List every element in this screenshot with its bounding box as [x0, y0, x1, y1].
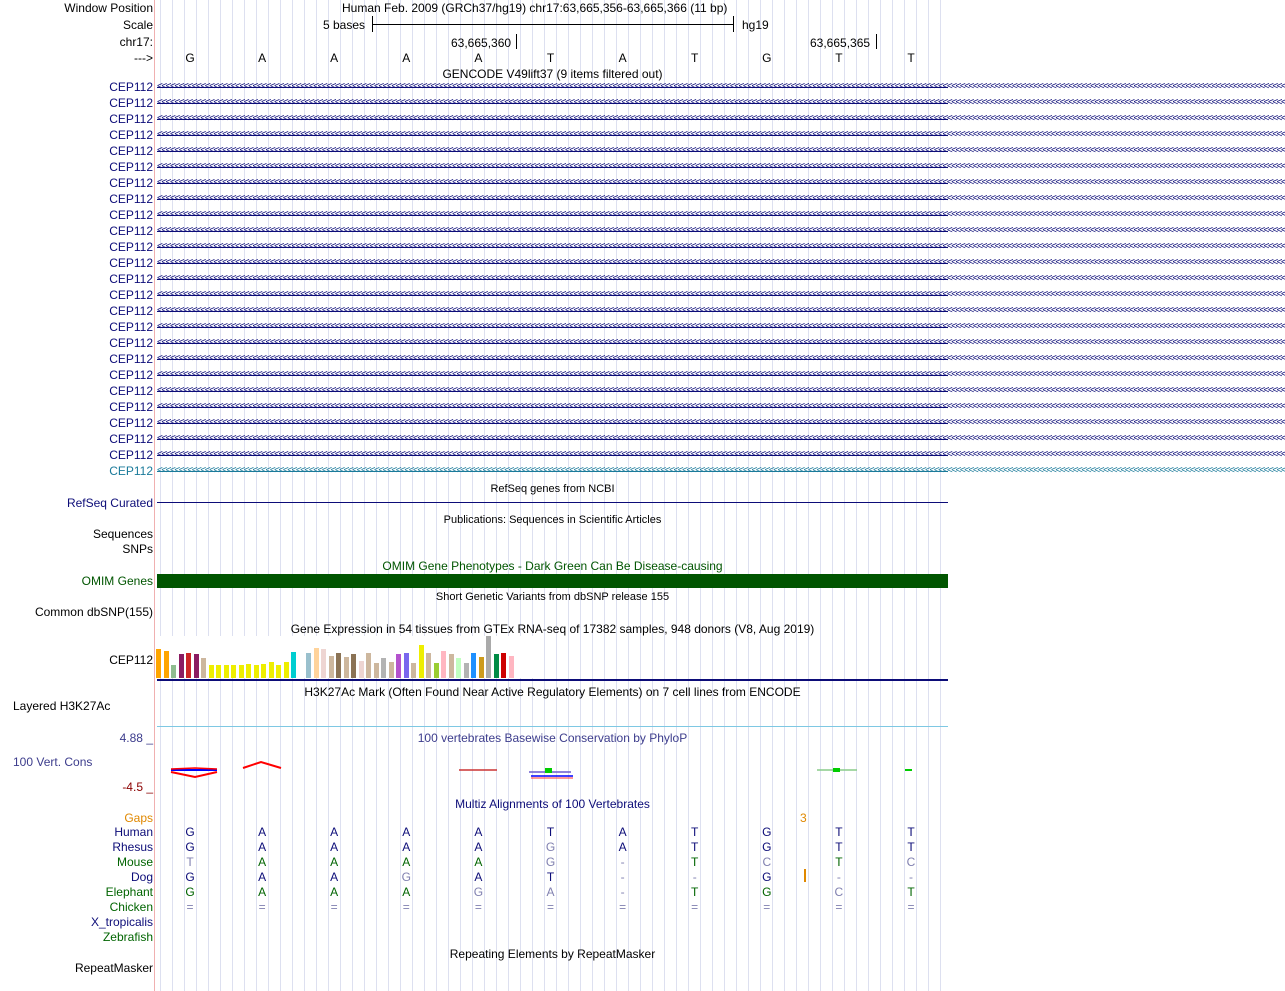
gtex-tissue-bar[interactable]: [344, 657, 349, 678]
alignment-base: A: [258, 855, 267, 869]
label-omim[interactable]: OMIM Genes: [81, 574, 153, 588]
gtex-tissue-bar[interactable]: [426, 653, 431, 678]
alignment-base: -: [620, 870, 625, 884]
gencode-transcript-label[interactable]: CEP112: [109, 400, 153, 414]
strand-arrows: <<<<<<<<<<<<<<<<<<<<<<<<<<<<<<<<<<<<<<<<<<<<<<<<<<<<<<<<<<<<<<<<<<<<<<<<<<<<<<<<<<<<<<<<<<<<<<<<<<<<<<<<<<<<<<<<<<<<<<<<<<<<<<<<<<<<<<<<<<<<<<<<<<<<<<<<<<<<<<<<<<<<<<<<<<<<<<<<<<<<<<<<<<<<<<<<<<<<<<<<<<<<<<<<<<<<<<<<<<<<<<<<<<<<<<<<<<<<<<<<<<<<<<<<<<<<<<<<<<<<: [157, 289, 1285, 300]
alignment-base: A: [546, 885, 555, 899]
gencode-transcript-label[interactable]: CEP112: [109, 368, 153, 382]
phylop-mark-4: [243, 762, 281, 768]
phylop-mark-7: [545, 768, 552, 773]
phylop-mark-2: [171, 772, 217, 777]
position-text: Human Feb. 2009 (GRCh37/hg19) chr17:63,665,356-63,665,366 (11 bp): [342, 1, 728, 15]
species-label[interactable]: Mouse: [116, 855, 153, 869]
gencode-transcript-line[interactable]: [157, 416, 1285, 430]
alignment-base: A: [330, 825, 339, 839]
strand-arrows: <<<<<<<<<<<<<<<<<<<<<<<<<<<<<<<<<<<<<<<<<<<<<<<<<<<<<<<<<<<<<<<<<<<<<<<<<<<<<<<<<<<<<<<<<<<<<<<<<<<<<<<<<<<<<<<<<<<<<<<<<<<<<<<<<<<<<<<<<<<<<<<<<<<<<<<<<<<<<<<<<<<<<<<<<<<<<<<<<<<<<<<<<<<<<<<<<<<<<<<<<<<<<<<<<<<<<<<<<<<<<<<<<<<<<<<<<<<<<<<<<<<<<<<<<<<<<<<<<<<<: [157, 81, 1285, 92]
gtex-tissue-bar[interactable]: [291, 652, 296, 678]
gtex-bar-chart[interactable]: [155, 636, 535, 678]
alignment-base: A: [258, 870, 267, 884]
gencode-transcript-label[interactable]: CEP112: [109, 240, 153, 254]
strand-arrows: <<<<<<<<<<<<<<<<<<<<<<<<<<<<<<<<<<<<<<<<<<<<<<<<<<<<<<<<<<<<<<<<<<<<<<<<<<<<<<<<<<<<<<<<<<<<<<<<<<<<<<<<<<<<<<<<<<<<<<<<<<<<<<<<<<<<<<<<<<<<<<<<<<<<<<<<<<<<<<<<<<<<<<<<<<<<<<<<<<<<<<<<<<<<<<<<<<<<<<<<<<<<<<<<<<<<<<<<<<<<<<<<<<<<<<<<<<<<<<<<<<<<<<<<<<<<<<<<<<<<: [157, 433, 1285, 444]
label-h3k27ac: Layered H3K27Ac: [13, 699, 111, 713]
strand-arrows: <<<<<<<<<<<<<<<<<<<<<<<<<<<<<<<<<<<<<<<<<<<<<<<<<<<<<<<<<<<<<<<<<<<<<<<<<<<<<<<<<<<<<<<<<<<<<<<<<<<<<<<<<<<<<<<<<<<<<<<<<<<<<<<<<<<<<<<<<<<<<<<<<<<<<<<<<<<<<<<<<<<<<<<<<<<<<<<<<<<<<<<<<<<<<<<<<<<<<<<<<<<<<<<<<<<<<<<<<<<<<<<<<<<<<<<<<<<<<<<<<<<<<<<<<<<<<<<<<<<<: [157, 369, 1285, 380]
gtex-tissue-bar[interactable]: [359, 661, 364, 678]
base-letter: A: [402, 51, 411, 65]
alignment-base: T: [835, 840, 843, 854]
alignment-base: G: [401, 870, 411, 884]
gencode-transcript-line[interactable]: [157, 288, 1285, 302]
gencode-transcript-line[interactable]: [157, 464, 1285, 478]
gencode-transcript-line[interactable]: [157, 400, 1285, 414]
gtex-tissue-bar[interactable]: [314, 648, 319, 678]
alignment-base: =: [907, 900, 915, 914]
alignment-base: G: [762, 825, 772, 839]
coord-tick-1: [516, 34, 517, 49]
gencode-transcript-label[interactable]: CEP112: [109, 256, 153, 270]
strand-arrows: <<<<<<<<<<<<<<<<<<<<<<<<<<<<<<<<<<<<<<<<<<<<<<<<<<<<<<<<<<<<<<<<<<<<<<<<<<<<<<<<<<<<<<<<<<<<<<<<<<<<<<<<<<<<<<<<<<<<<<<<<<<<<<<<<<<<<<<<<<<<<<<<<<<<<<<<<<<<<<<<<<<<<<<<<<<<<<<<<<<<<<<<<<<<<<<<<<<<<<<<<<<<<<<<<<<<<<<<<<<<<<<<<<<<<<<<<<<<<<<<<<<<<<<<<<<<<<<<<<<<: [157, 225, 1285, 236]
alignment-base: -: [909, 870, 913, 884]
alignment-base: A: [402, 855, 411, 869]
phylop-graph: [157, 755, 948, 785]
gencode-transcript-label[interactable]: CEP112: [109, 272, 153, 286]
gtex-tissue-bar[interactable]: [224, 665, 229, 678]
gtex-tissue-bar[interactable]: [374, 663, 379, 678]
refseq-track-title[interactable]: RefSeq genes from NCBI: [490, 483, 615, 495]
gencode-transcript-line[interactable]: [157, 128, 1285, 142]
base-letter: T: [907, 51, 915, 65]
phylop-track-title[interactable]: 100 vertebrates Basewise Conservation by PhyloP: [417, 731, 688, 745]
base-letter: A: [258, 51, 267, 65]
base-letter: T: [691, 51, 699, 65]
gencode-transcript-label[interactable]: CEP112: [109, 96, 153, 110]
strand-arrows: <<<<<<<<<<<<<<<<<<<<<<<<<<<<<<<<<<<<<<<<<<<<<<<<<<<<<<<<<<<<<<<<<<<<<<<<<<<<<<<<<<<<<<<<<<<<<<<<<<<<<<<<<<<<<<<<<<<<<<<<<<<<<<<<<<<<<<<<<<<<<<<<<<<<<<<<<<<<<<<<<<<<<<<<<<<<<<<<<<<<<<<<<<<<<<<<<<<<<<<<<<<<<<<<<<<<<<<<<<<<<<<<<<<<<<<<<<<<<<<<<<<<<<<<<<<<<<<<<<<<: [157, 337, 1285, 348]
gencode-transcript-label[interactable]: CEP112: [109, 448, 153, 462]
strand-arrows: <<<<<<<<<<<<<<<<<<<<<<<<<<<<<<<<<<<<<<<<<<<<<<<<<<<<<<<<<<<<<<<<<<<<<<<<<<<<<<<<<<<<<<<<<<<<<<<<<<<<<<<<<<<<<<<<<<<<<<<<<<<<<<<<<<<<<<<<<<<<<<<<<<<<<<<<<<<<<<<<<<<<<<<<<<<<<<<<<<<<<<<<<<<<<<<<<<<<<<<<<<<<<<<<<<<<<<<<<<<<<<<<<<<<<<<<<<<<<<<<<<<<<<<<<<<<<<<<<<<<: [157, 449, 1285, 460]
gtex-tissue-bar[interactable]: [231, 665, 236, 678]
gtex-track-title[interactable]: Gene Expression in 54 tissues from GTEx RNA-seq of 17382 samples, 948 donors (V8, Aug 2019): [290, 622, 815, 636]
alignment-base: A: [330, 855, 339, 869]
species-label[interactable]: X_tropicalis: [90, 915, 153, 929]
refseq-gene-line[interactable]: [157, 502, 948, 503]
gtex-tissue-bar[interactable]: [366, 653, 371, 678]
gencode-transcript-label[interactable]: CEP112: [109, 320, 153, 334]
alignment-base: =: [474, 900, 482, 914]
alignment-base: C: [834, 885, 844, 899]
gtex-tissue-bar[interactable]: [486, 636, 491, 678]
gtex-tissue-bar[interactable]: [201, 658, 206, 678]
alignment-base: A: [258, 840, 267, 854]
alignment-base: G: [762, 870, 772, 884]
base-letter: A: [618, 51, 627, 65]
alignment-base: G: [762, 840, 772, 854]
species-label[interactable]: Human: [114, 825, 153, 839]
gencode-transcript-line[interactable]: [157, 224, 1285, 238]
alignment-base: T: [546, 825, 555, 839]
gtex-tissue-bar[interactable]: [261, 664, 266, 678]
strand-arrows: <<<<<<<<<<<<<<<<<<<<<<<<<<<<<<<<<<<<<<<<<<<<<<<<<<<<<<<<<<<<<<<<<<<<<<<<<<<<<<<<<<<<<<<<<<<<<<<<<<<<<<<<<<<<<<<<<<<<<<<<<<<<<<<<<<<<<<<<<<<<<<<<<<<<<<<<<<<<<<<<<<<<<<<<<<<<<<<<<<<<<<<<<<<<<<<<<<<<<<<<<<<<<<<<<<<<<<<<<<<<<<<<<<<<<<<<<<<<<<<<<<<<<<<<<<<<<<<<<<<<: [157, 97, 1285, 108]
gtex-tissue-bar[interactable]: [464, 663, 469, 678]
base-letter: T: [546, 51, 555, 65]
gencode-transcript-line[interactable]: [157, 320, 1285, 334]
alignment-base: T: [907, 825, 915, 839]
gencode-transcript-label[interactable]: CEP112: [109, 80, 153, 94]
alignment-base: -: [620, 855, 625, 869]
gencode-transcript-line[interactable]: [157, 144, 1285, 158]
gtex-tissue-bar[interactable]: [434, 663, 439, 678]
alignment-base: T: [186, 855, 194, 869]
phylop-marks: [171, 762, 912, 778]
species-label[interactable]: Rhesus: [112, 840, 153, 854]
strand-arrows: <<<<<<<<<<<<<<<<<<<<<<<<<<<<<<<<<<<<<<<<<<<<<<<<<<<<<<<<<<<<<<<<<<<<<<<<<<<<<<<<<<<<<<<<<<<<<<<<<<<<<<<<<<<<<<<<<<<<<<<<<<<<<<<<<<<<<<<<<<<<<<<<<<<<<<<<<<<<<<<<<<<<<<<<<<<<<<<<<<<<<<<<<<<<<<<<<<<<<<<<<<<<<<<<<<<<<<<<<<<<<<<<<<<<<<<<<<<<<<<<<<<<<<<<<<<<<<<<<<<<: [157, 353, 1285, 364]
gencode-transcript-line[interactable]: [157, 112, 1285, 126]
gencode-transcript-line[interactable]: [157, 256, 1285, 270]
strand-arrows: <<<<<<<<<<<<<<<<<<<<<<<<<<<<<<<<<<<<<<<<<<<<<<<<<<<<<<<<<<<<<<<<<<<<<<<<<<<<<<<<<<<<<<<<<<<<<<<<<<<<<<<<<<<<<<<<<<<<<<<<<<<<<<<<<<<<<<<<<<<<<<<<<<<<<<<<<<<<<<<<<<<<<<<<<<<<<<<<<<<<<<<<<<<<<<<<<<<<<<<<<<<<<<<<<<<<<<<<<<<<<<<<<<<<<<<<<<<<<<<<<<<<<<<<<<<<<<<<<<<<: [157, 305, 1285, 316]
gencode-transcript-line[interactable]: [157, 80, 1285, 94]
gtex-tissue-bar[interactable]: [276, 665, 281, 678]
alignment-base: A: [402, 885, 411, 899]
scale-bar: [372, 24, 733, 25]
alignment-base: T: [546, 870, 555, 884]
gtex-tissue-bar[interactable]: [186, 653, 191, 678]
label-divider: [154, 0, 155, 991]
dbsnp-track-title[interactable]: Short Genetic Variants from dbSNP release 155: [435, 591, 670, 603]
gencode-transcript-label[interactable]: CEP112: [109, 144, 153, 158]
strand-arrows: <<<<<<<<<<<<<<<<<<<<<<<<<<<<<<<<<<<<<<<<<<<<<<<<<<<<<<<<<<<<<<<<<<<<<<<<<<<<<<<<<<<<<<<<<<<<<<<<<<<<<<<<<<<<<<<<<<<<<<<<<<<<<<<<<<<<<<<<<<<<<<<<<<<<<<<<<<<<<<<<<<<<<<<<<<<<<<<<<<<<<<<<<<<<<<<<<<<<<<<<<<<<<<<<<<<<<<<<<<<<<<<<<<<<<<<<<<<<<<<<<<<<<<<<<<<<<<<<<<<<: [157, 161, 1285, 172]
gtex-baseline: [157, 679, 948, 681]
alignment-base: C: [762, 855, 772, 869]
gencode-transcript-label[interactable]: CEP112: [109, 432, 153, 446]
gtex-tissue-bar[interactable]: [494, 654, 499, 678]
gtex-tissue-bar[interactable]: [336, 653, 341, 678]
strand-arrows: <<<<<<<<<<<<<<<<<<<<<<<<<<<<<<<<<<<<<<<<<<<<<<<<<<<<<<<<<<<<<<<<<<<<<<<<<<<<<<<<<<<<<<<<<<<<<<<<<<<<<<<<<<<<<<<<<<<<<<<<<<<<<<<<<<<<<<<<<<<<<<<<<<<<<<<<<<<<<<<<<<<<<<<<<<<<<<<<<<<<<<<<<<<<<<<<<<<<<<<<<<<<<<<<<<<<<<<<<<<<<<<<<<<<<<<<<<<<<<<<<<<<<<<<<<<<<<<<<<<<: [157, 129, 1285, 140]
gtex-tissue-bar[interactable]: [269, 662, 274, 678]
alignment-base: T: [907, 885, 915, 899]
gencode-transcript-line[interactable]: [157, 384, 1285, 398]
gtex-tissue-bar[interactable]: [501, 653, 506, 678]
label-phylop-track: 100 Vert. Cons: [13, 755, 93, 769]
scale-bar-right-tick: [733, 16, 734, 32]
label-gaps: Gaps: [124, 811, 153, 825]
alignment-base: A: [474, 825, 483, 839]
gencode-transcript-label[interactable]: CEP112: [109, 192, 153, 206]
gtex-tissue-bar[interactable]: [171, 665, 176, 678]
species-label[interactable]: Dog: [130, 870, 153, 884]
gtex-tissue-bar[interactable]: [441, 651, 446, 678]
gtex-tissue-bar[interactable]: [209, 665, 214, 678]
gtex-tissue-bar[interactable]: [194, 654, 199, 678]
gtex-tissue-bar[interactable]: [156, 649, 161, 678]
gtex-tissue-bar[interactable]: [329, 656, 334, 678]
gtex-tissue-bar[interactable]: [284, 662, 289, 678]
strand-arrows: <<<<<<<<<<<<<<<<<<<<<<<<<<<<<<<<<<<<<<<<<<<<<<<<<<<<<<<<<<<<<<<<<<<<<<<<<<<<<<<<<<<<<<<<<<<<<<<<<<<<<<<<<<<<<<<<<<<<<<<<<<<<<<<<<<<<<<<<<<<<<<<<<<<<<<<<<<<<<<<<<<<<<<<<<<<<<<<<<<<<<<<<<<<<<<<<<<<<<<<<<<<<<<<<<<<<<<<<<<<<<<<<<<<<<<<<<<<<<<<<<<<<<<<<<<<<<<<<<<<<: [157, 241, 1285, 252]
alignment-base: A: [618, 840, 627, 854]
alignment-base: T: [835, 855, 843, 869]
label-sequences: Sequences: [92, 527, 153, 541]
gencode-transcript-line[interactable]: [157, 304, 1285, 318]
alignment-base: G: [545, 855, 556, 869]
alignment-base: T: [835, 825, 843, 839]
gtex-tissue-bar[interactable]: [396, 654, 401, 678]
gtex-tissue-bar[interactable]: [479, 657, 484, 678]
alignment-base: =: [258, 900, 266, 914]
base-letter: A: [474, 51, 483, 65]
base-letter: T: [835, 51, 843, 65]
strand-arrows: <<<<<<<<<<<<<<<<<<<<<<<<<<<<<<<<<<<<<<<<<<<<<<<<<<<<<<<<<<<<<<<<<<<<<<<<<<<<<<<<<<<<<<<<<<<<<<<<<<<<<<<<<<<<<<<<<<<<<<<<<<<<<<<<<<<<<<<<<<<<<<<<<<<<<<<<<<<<<<<<<<<<<<<<<<<<<<<<<<<<<<<<<<<<<<<<<<<<<<<<<<<<<<<<<<<<<<<<<<<<<<<<<<<<<<<<<<<<<<<<<<<<<<<<<<<<<<<<<<<<: [157, 385, 1285, 396]
base-letter: A: [330, 51, 339, 65]
gencode-transcript-label[interactable]: CEP112: [109, 176, 153, 190]
gencode-transcript-line[interactable]: [157, 352, 1285, 366]
gtex-tissue-bar[interactable]: [321, 649, 326, 678]
base-letter: G: [185, 51, 195, 65]
gtex-tissue-bar[interactable]: [239, 665, 244, 678]
gencode-transcript-label[interactable]: CEP112: [109, 224, 153, 238]
strand-arrows: <<<<<<<<<<<<<<<<<<<<<<<<<<<<<<<<<<<<<<<<<<<<<<<<<<<<<<<<<<<<<<<<<<<<<<<<<<<<<<<<<<<<<<<<<<<<<<<<<<<<<<<<<<<<<<<<<<<<<<<<<<<<<<<<<<<<<<<<<<<<<<<<<<<<<<<<<<<<<<<<<<<<<<<<<<<<<<<<<<<<<<<<<<<<<<<<<<<<<<<<<<<<<<<<<<<<<<<<<<<<<<<<<<<<<<<<<<<<<<<<<<<<<<<<<<<<<<<<<<<<: [157, 113, 1285, 124]
gencode-transcript-line[interactable]: [157, 208, 1285, 222]
alignment-base: G: [185, 825, 195, 839]
scale-text: 5 bases: [323, 18, 366, 32]
strand-arrows: <<<<<<<<<<<<<<<<<<<<<<<<<<<<<<<<<<<<<<<<<<<<<<<<<<<<<<<<<<<<<<<<<<<<<<<<<<<<<<<<<<<<<<<<<<<<<<<<<<<<<<<<<<<<<<<<<<<<<<<<<<<<<<<<<<<<<<<<<<<<<<<<<<<<<<<<<<<<<<<<<<<<<<<<<<<<<<<<<<<<<<<<<<<<<<<<<<<<<<<<<<<<<<<<<<<<<<<<<<<<<<<<<<<<<<<<<<<<<<<<<<<<<<<<<<<<<<<<<<<<: [157, 417, 1285, 428]
alignment-base: A: [258, 885, 267, 899]
gencode-transcript-label[interactable]: CEP112: [109, 304, 153, 318]
gencode-transcript-label[interactable]: CEP112: [109, 112, 153, 126]
alignment-base: -: [836, 870, 841, 884]
gencode-transcript-label[interactable]: CEP112: [109, 160, 153, 174]
label-scale: Scale: [122, 18, 153, 32]
pubs-track-title[interactable]: Publications: Sequences in Scientific Articles: [443, 514, 662, 526]
alignment-base: G: [473, 885, 484, 899]
gencode-transcript-label[interactable]: CEP112: [109, 384, 153, 398]
gtex-tissue-bar[interactable]: [179, 654, 184, 678]
alignment-base: G: [185, 870, 195, 884]
alignment-base: =: [835, 900, 843, 914]
strand-arrows: <<<<<<<<<<<<<<<<<<<<<<<<<<<<<<<<<<<<<<<<<<<<<<<<<<<<<<<<<<<<<<<<<<<<<<<<<<<<<<<<<<<<<<<<<<<<<<<<<<<<<<<<<<<<<<<<<<<<<<<<<<<<<<<<<<<<<<<<<<<<<<<<<<<<<<<<<<<<<<<<<<<<<<<<<<<<<<<<<<<<<<<<<<<<<<<<<<<<<<<<<<<<<<<<<<<<<<<<<<<<<<<<<<<<<<<<<<<<<<<<<<<<<<<<<<<<<<<<<<<<: [157, 209, 1285, 220]
assembly-label: hg19: [742, 18, 769, 32]
alignment-base: T: [691, 840, 699, 854]
base-letter: G: [762, 51, 772, 65]
alignment-base: A: [330, 870, 339, 884]
omim-track-title[interactable]: OMIM Gene Phenotypes - Dark Green Can Be Disease-causing: [382, 559, 723, 573]
coord-label-2: 63,665,365: [810, 36, 871, 50]
gencode-transcript-line[interactable]: [157, 432, 1285, 446]
gtex-tissue-bar[interactable]: [389, 662, 394, 678]
gencode-transcript-label[interactable]: CEP112: [109, 208, 153, 222]
alignment-base: A: [330, 885, 339, 899]
alignment-base: T: [907, 840, 915, 854]
gaps-count: 3: [800, 811, 807, 825]
alignment-base: =: [619, 900, 627, 914]
alignment-base: G: [185, 885, 195, 899]
gencode-transcript-line[interactable]: [157, 192, 1285, 206]
gtex-tissue-bar[interactable]: [509, 656, 514, 678]
alignment-base: A: [474, 870, 483, 884]
alignment-base: =: [691, 900, 699, 914]
gtex-tissue-bar[interactable]: [404, 653, 409, 678]
gtex-tissue-bar[interactable]: [216, 665, 221, 678]
strand-arrows: <<<<<<<<<<<<<<<<<<<<<<<<<<<<<<<<<<<<<<<<<<<<<<<<<<<<<<<<<<<<<<<<<<<<<<<<<<<<<<<<<<<<<<<<<<<<<<<<<<<<<<<<<<<<<<<<<<<<<<<<<<<<<<<<<<<<<<<<<<<<<<<<<<<<<<<<<<<<<<<<<<<<<<<<<<<<<<<<<<<<<<<<<<<<<<<<<<<<<<<<<<<<<<<<<<<<<<<<<<<<<<<<<<<<<<<<<<<<<<<<<<<<<<<<<<<<<<<<<<<<: [157, 257, 1285, 268]
label-snps: SNPs: [122, 542, 153, 556]
gtex-tissue-bar[interactable]: [381, 658, 386, 678]
gencode-transcript-label[interactable]: CEP112: [109, 352, 153, 366]
alignment-base: T: [691, 855, 699, 869]
gencode-transcript-label[interactable]: CEP112: [109, 464, 153, 478]
strand-arrows: <<<<<<<<<<<<<<<<<<<<<<<<<<<<<<<<<<<<<<<<<<<<<<<<<<<<<<<<<<<<<<<<<<<<<<<<<<<<<<<<<<<<<<<<<<<<<<<<<<<<<<<<<<<<<<<<<<<<<<<<<<<<<<<<<<<<<<<<<<<<<<<<<<<<<<<<<<<<<<<<<<<<<<<<<<<<<<<<<<<<<<<<<<<<<<<<<<<<<<<<<<<<<<<<<<<<<<<<<<<<<<<<<<<<<<<<<<<<<<<<<<<<<<<<<<<<<<<<<<<<: [157, 177, 1285, 188]
strand-arrows: <<<<<<<<<<<<<<<<<<<<<<<<<<<<<<<<<<<<<<<<<<<<<<<<<<<<<<<<<<<<<<<<<<<<<<<<<<<<<<<<<<<<<<<<<<<<<<<<<<<<<<<<<<<<<<<<<<<<<<<<<<<<<<<<<<<<<<<<<<<<<<<<<<<<<<<<<<<<<<<<<<<<<<<<<<<<<<<<<<<<<<<<<<<<<<<<<<<<<<<<<<<<<<<<<<<<<<<<<<<<<<<<<<<<<<<<<<<<<<<<<<<<<<<<<<<<<<<<<<<<: [157, 145, 1285, 156]
alignment-base: A: [474, 840, 483, 854]
gencode-transcript-line[interactable]: [157, 336, 1285, 350]
alignment-base: G: [185, 840, 195, 854]
gencode-transcript-line[interactable]: [157, 448, 1285, 462]
gtex-tissue-bar[interactable]: [246, 664, 251, 678]
phylop-mark-11: [833, 768, 840, 772]
alignment-base: T: [691, 885, 699, 899]
alignment-base: A: [618, 825, 627, 839]
gap-marker: [804, 869, 806, 882]
gencode-transcript-line[interactable]: [157, 240, 1285, 254]
alignment-base: A: [402, 840, 411, 854]
label-dbsnp: Common dbSNP(155): [34, 605, 153, 619]
gencode-transcript-label[interactable]: CEP112: [109, 128, 153, 142]
strand-arrows: <<<<<<<<<<<<<<<<<<<<<<<<<<<<<<<<<<<<<<<<<<<<<<<<<<<<<<<<<<<<<<<<<<<<<<<<<<<<<<<<<<<<<<<<<<<<<<<<<<<<<<<<<<<<<<<<<<<<<<<<<<<<<<<<<<<<<<<<<<<<<<<<<<<<<<<<<<<<<<<<<<<<<<<<<<<<<<<<<<<<<<<<<<<<<<<<<<<<<<<<<<<<<<<<<<<<<<<<<<<<<<<<<<<<<<<<<<<<<<<<<<<<<<<<<<<<<<<<<<<<: [157, 465, 1285, 476]
coord-label-1: 63,665,360: [451, 36, 512, 50]
alignment-base: A: [258, 825, 267, 839]
gencode-track-title[interactable]: GENCODE V49lift37 (9 items filtered out): [442, 67, 663, 81]
alignment-base: A: [474, 855, 483, 869]
phylop-mark-12: [905, 769, 912, 771]
alignment-base: -: [620, 885, 625, 899]
gtex-tissue-bar[interactable]: [471, 653, 476, 678]
gencode-transcript-line[interactable]: [157, 176, 1285, 190]
gencode-transcript-label[interactable]: CEP112: [109, 336, 153, 350]
alignment-base: G: [545, 840, 556, 854]
gencode-transcript-label[interactable]: CEP112: [109, 416, 153, 430]
rmsk-track-title[interactable]: Repeating Elements by RepeatMasker: [449, 947, 656, 961]
phylop-min-label: -4.5 _: [122, 780, 153, 794]
gtex-tissue-bar[interactable]: [419, 645, 424, 678]
gtex-tissue-bar[interactable]: [351, 654, 356, 678]
gencode-transcript-line[interactable]: [157, 272, 1285, 286]
strand-arrows: <<<<<<<<<<<<<<<<<<<<<<<<<<<<<<<<<<<<<<<<<<<<<<<<<<<<<<<<<<<<<<<<<<<<<<<<<<<<<<<<<<<<<<<<<<<<<<<<<<<<<<<<<<<<<<<<<<<<<<<<<<<<<<<<<<<<<<<<<<<<<<<<<<<<<<<<<<<<<<<<<<<<<<<<<<<<<<<<<<<<<<<<<<<<<<<<<<<<<<<<<<<<<<<<<<<<<<<<<<<<<<<<<<<<<<<<<<<<<<<<<<<<<<<<<<<<<<<<<<<<: [157, 193, 1285, 204]
h3k27ac-signal-line: [157, 726, 948, 727]
strand-arrows: <<<<<<<<<<<<<<<<<<<<<<<<<<<<<<<<<<<<<<<<<<<<<<<<<<<<<<<<<<<<<<<<<<<<<<<<<<<<<<<<<<<<<<<<<<<<<<<<<<<<<<<<<<<<<<<<<<<<<<<<<<<<<<<<<<<<<<<<<<<<<<<<<<<<<<<<<<<<<<<<<<<<<<<<<<<<<<<<<<<<<<<<<<<<<<<<<<<<<<<<<<<<<<<<<<<<<<<<<<<<<<<<<<<<<<<<<<<<<<<<<<<<<<<<<<<<<<<<<<<<: [157, 273, 1285, 284]
alignment-base: -: [692, 870, 697, 884]
coord-tick-2: [876, 34, 877, 49]
alignment-base: =: [763, 900, 771, 914]
label-window-position: Window Position: [64, 1, 153, 15]
alignment-base: C: [906, 855, 916, 869]
h3k27ac-track-title[interactable]: H3K27Ac Mark (Often Found Near Active Regulatory Elements) on 7 cell lines from ENCODE: [304, 685, 801, 699]
alignment-base: T: [691, 825, 699, 839]
alignment-base: G: [762, 885, 772, 899]
gtex-tissue-bar[interactable]: [449, 654, 454, 678]
omim-gene-bar[interactable]: [157, 574, 948, 588]
gencode-transcript-line[interactable]: [157, 368, 1285, 382]
multiz-track-title[interactable]: Multiz Alignments of 100 Vertebrates: [455, 797, 650, 811]
gtex-tissue-bar[interactable]: [306, 653, 311, 678]
alignment-base: =: [330, 900, 338, 914]
species-label[interactable]: Zebrafish: [102, 930, 153, 944]
alignment-base: A: [402, 825, 411, 839]
gtex-tissue-bar[interactable]: [456, 658, 461, 678]
label-gtex-gene[interactable]: CEP112: [109, 653, 153, 667]
alignment-base: =: [546, 900, 554, 914]
label-refseq[interactable]: RefSeq Curated: [66, 496, 153, 510]
label-repeatmasker: RepeatMasker: [74, 961, 153, 975]
alignment-base: =: [186, 900, 194, 914]
gencode-transcript-label[interactable]: CEP112: [109, 288, 153, 302]
alignment-base: A: [330, 840, 339, 854]
species-label[interactable]: Chicken: [109, 900, 153, 914]
gencode-transcript-line[interactable]: [157, 160, 1285, 174]
strand-arrows: <<<<<<<<<<<<<<<<<<<<<<<<<<<<<<<<<<<<<<<<<<<<<<<<<<<<<<<<<<<<<<<<<<<<<<<<<<<<<<<<<<<<<<<<<<<<<<<<<<<<<<<<<<<<<<<<<<<<<<<<<<<<<<<<<<<<<<<<<<<<<<<<<<<<<<<<<<<<<<<<<<<<<<<<<<<<<<<<<<<<<<<<<<<<<<<<<<<<<<<<<<<<<<<<<<<<<<<<<<<<<<<<<<<<<<<<<<<<<<<<<<<<<<<<<<<<<<<<<<<<: [157, 321, 1285, 332]
label-strand: --->: [134, 51, 153, 65]
phylop-mark-3: [171, 768, 217, 769]
alignment-base: =: [402, 900, 410, 914]
label-chr: chr17:: [119, 35, 153, 49]
gtex-tissue-bar[interactable]: [254, 665, 259, 678]
gtex-tissue-bar[interactable]: [164, 651, 169, 678]
gtex-tissue-bar[interactable]: [411, 663, 416, 678]
strand-arrows: <<<<<<<<<<<<<<<<<<<<<<<<<<<<<<<<<<<<<<<<<<<<<<<<<<<<<<<<<<<<<<<<<<<<<<<<<<<<<<<<<<<<<<<<<<<<<<<<<<<<<<<<<<<<<<<<<<<<<<<<<<<<<<<<<<<<<<<<<<<<<<<<<<<<<<<<<<<<<<<<<<<<<<<<<<<<<<<<<<<<<<<<<<<<<<<<<<<<<<<<<<<<<<<<<<<<<<<<<<<<<<<<<<<<<<<<<<<<<<<<<<<<<<<<<<<<<<<<<<<<: [157, 401, 1285, 412]
species-label[interactable]: Elephant: [105, 885, 153, 899]
phylop-max-label: 4.88 _: [119, 731, 153, 745]
gencode-transcript-line[interactable]: [157, 96, 1285, 110]
gtex-tissue-bar[interactable]: [299, 658, 304, 678]
